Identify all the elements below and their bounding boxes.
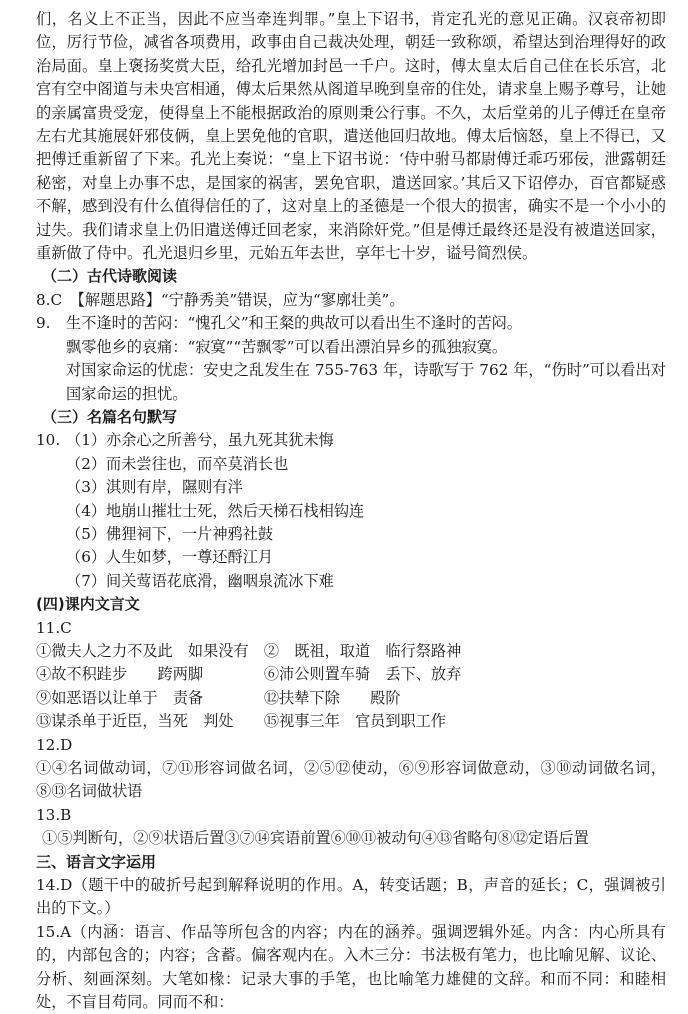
answer-11-row: ①微夫人之力不及此 如果没有 ② 既祖，取道 临行祭路神 [36, 641, 462, 660]
answer-13: 13.B [36, 805, 72, 824]
dictation-item: （5）佛狸祠下，一片神鸦社鼓 [66, 524, 274, 543]
dictation-list [66, 429, 666, 593]
answer-11-row: ⑬谋杀单于近臣，当死 判处 ⑮视事三年 官员到职工作 [36, 712, 447, 731]
section-heading-poetry: （二）古代诗歌阅读 [42, 267, 178, 286]
answer-10 [36, 429, 666, 593]
answer-14: 14.D（题干中的破折号起到解释说明的作用。A，转变话题；B，声音的延长；C，强调被引出的下文。） [36, 876, 666, 918]
answer-9-point-2: 飘零他乡的哀痛：“寂寞”“苦飘零”可以看出漂泊异乡的孤独寂寞。 [66, 337, 508, 356]
section-heading-dictation: （三）名篇名句默写 [42, 407, 178, 426]
answer-15: 15.A（内涵：语言、作品等所包含的内容；内在的涵养。强调逻辑外延。内含：内心所具有的，内部包含的；内容；含蓄。偏客观内在。入木三分：书法极有笔力，也比喻见解、议论、分析、刻画深刻。大笔如椽：记录大事的手笔，也比喻笔力雄健的文辞。和而不同：和睦相处，不盲目苟同。同而不和： [36, 922, 666, 1012]
dictation-item: （2）而未尝往也，而卒莫消长也 [66, 454, 289, 473]
answer-10-number: 10. [36, 431, 61, 450]
dictation-item: （1）亦余心之所善兮，虽九死其犹未悔 [66, 431, 334, 450]
dictation-item: （6）人生如梦，一尊还酹江月 [66, 548, 274, 567]
section-heading-classical: (四)课内文言文 [36, 595, 140, 614]
answer-9 [36, 312, 666, 406]
dictation-item: （3）淇则有岸，隰则有泮 [66, 478, 243, 497]
dictation-item: （4）地崩山摧壮士死，然后天梯石栈相钩连 [66, 501, 365, 520]
answer-11-row: ⑨如恶语以让单于 责备 ⑫扶辇下除 殿阶 [36, 688, 401, 707]
answer-11: 11.C [36, 618, 72, 637]
translation-passage: 们，名义上不正当，因此不应当牵连判罪。”皇上下诏书，肯定孔光的意见正确。汉哀帝初即位，厉行节俭，减省各项费用，政事由自己裁决处理，朝廷一致称颂，希望达到治理得好的政治局面。皇上褒扬奖赏大臣，给孔光增加封邑一千户。这时，傅太皇太后自己住在长乐宫，北宫有空中阁道与未央宫相通，傅太后果然从阁道早晚到皇帝的住处，请求皇上赐予尊号，让她的亲属富贵受宠，使得皇上不能根据政治的原则秉公行事。不久，太后堂弟的儿子傅迁在皇帝左右尤其施展奸邪伎俩，皇上罢免他的官职，遣送他回归故地。傅太后恼怒，皇上不得已，又把傅迁重新留了下来。孔光上奏说：“皇上下诏书说：‘侍中驸马都尉傅迁乖巧邪佞，泄露朝廷秘密，对皇上办事不忠，是国家的祸害，罢免官职，遣送回家。’其后又下诏停办，百官都疑惑不解，感到没有什么值得信任的了，这对皇上的圣德是一个很大的损害，确实不是一个小小的过失。我们请求皇上仍旧遣送傅迁回老家，来消除奸党。”但是傅迁最终还是没有被遣送回家，重新做了侍中。孔光退归乡里，元始五年去世，享年七十岁，谥号简烈侯。 [36, 10, 666, 263]
answer-9-point-3: 对国家命运的忧虑：安史之乱发生在 755-763 年，诗歌写于 762 年，“伤时”可以看出对国家命运的担忧。 [66, 361, 666, 403]
answer-12-explanation: ①④名词做动词，⑦⑪形容词做名词，②⑤⑫使动，⑥⑨形容词做意动，③⑩动词做名词，⑧⑬名词做状语 [36, 759, 666, 801]
answer-11-row: ④故不积跬步 跨两脚 ⑥沛公则置车骑 丢下、放弃 [36, 665, 462, 684]
section-heading-language: 三、语言文字运用 [36, 852, 157, 871]
answer-13-explanation: ①⑤判断句，②⑨状语后置③⑦⑭宾语前置⑥⑩⑪被动句④⑬省略句⑧⑫定语后置 [42, 829, 589, 848]
answer-9-number: 9. [36, 314, 51, 333]
dictation-item: （7）间关莺语花底滑，幽咽泉流冰下难 [66, 571, 334, 590]
answer-8: 8.C 【解题思路】“宁静秀美”错误，应为“寥廓壮美”。 [36, 290, 405, 309]
answer-9-point-1: 生不逢时的苦闷：“愧孔父”和王粲的典故可以看出生不逢时的苦闷。 [66, 314, 522, 333]
answer-12: 12.D [36, 735, 73, 754]
